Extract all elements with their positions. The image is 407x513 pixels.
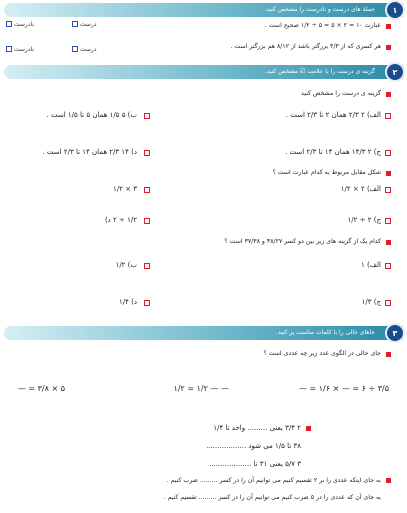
s1-q2-false-label: نادرست [14,46,34,53]
s2-q1-c-text: ج) ۲ ۱۴/۳ همان ۱۴ تا ۲/۳ است . [285,148,381,156]
s1-q1-true-label: درست [80,21,97,28]
s2-q1-a-checkbox[interactable] [385,113,391,119]
section-1-title: جملهٔ های درست و نادرست را مشخص کنید. [264,6,375,13]
s2-q2-a-checkbox[interactable] [385,187,391,193]
s1-q1-false-checkbox[interactable] [6,21,12,27]
bullet-icon [386,352,391,357]
bullet-icon [386,92,391,97]
s3-line-1: ۲ ۳/۴ یعنی ......... واحد تا ۱/۴ [213,424,301,432]
s2-q2-a-text: الف) ۲ × ۱/۲ [340,185,381,193]
s2-q1-b-checkbox[interactable] [144,113,150,119]
bullet-icon [386,45,391,50]
s2-q3-c-checkbox[interactable] [385,300,391,306]
section-2-badge: ۲ [385,62,405,82]
s1-q1-false-label: نادرست [14,21,34,28]
s3-sentence-1: به جای اینکه عددی را بر ۲ تقسیم کنیم می توانیم آن را در کسر ......... ضرب کنیم . [166,477,381,484]
bullet-icon [306,426,311,431]
s2-q2-title: شکل مقابل مربوط به کدام عبارت است ؟ [272,169,381,176]
s2-q3-b-checkbox[interactable] [144,263,150,269]
s2-q1-d-checkbox[interactable] [144,150,150,156]
s1-q1-text: عبارت ۱۰ = ۲ × ۵ = ۵ ÷ ۱/۲ صحیح است . [264,22,381,29]
section-1-header [4,3,403,17]
s2-q3-d-checkbox[interactable] [144,300,150,306]
s2-q1-a-text: الف) ۲ ۲/۳ همان ۲ تا ۲/۳ است . [285,111,381,119]
bullet-icon [386,240,391,245]
s1-q2-text: هر کسری که از ۴/۳ بزرگتر باشد از ۸/۱۲ هم بزرگتر است . [230,43,381,50]
section-2-title: گزینه ی درست را با علامت ☑ مشخص کنید. [264,68,375,75]
bullet-icon [386,478,391,483]
s2-q3-title: کدام یک از گزینه های زیر بین دو کسر ۳۸/۲۷ و ۳۷/۳۸ است ؟ [224,238,381,245]
s3-equation-3: ۵ × ۳/۸ = — [17,384,65,393]
s2-q3-b-text: ب) ۱/۲ [115,261,137,269]
bullet-icon [386,171,391,176]
s2-q2-d-text: ۱/۲ ÷ ۲ د) [104,216,137,224]
s2-q3-d-text: د) ۱/۴ [119,298,137,306]
s1-q2-true-label: درست [80,46,97,53]
section-3-title: جاهای خالی را با کلمات مناسب پر کنید. [275,329,375,336]
s2-q2-b-checkbox[interactable] [144,187,150,193]
s3-equation-2: — — ۱/۲ = ۱/۲ [173,384,229,393]
s2-q3-a-text: الف) ۱ [360,261,381,269]
s2-q1-title: گزینه ی درست را مشخص کنید [301,90,381,97]
s2-q2-c-checkbox[interactable] [385,218,391,224]
s1-q2-true-checkbox[interactable] [72,46,78,52]
s2-q1-b-text: ب) ۵ ۱/۵ همان ۵ تا ۱/۵ است . [46,111,137,119]
s3-q1-title: جای خالی در الگوی عدد زیر چه عددی است ؟ [263,350,381,357]
s2-q2-d-checkbox[interactable] [144,218,150,224]
s2-q1-c-checkbox[interactable] [385,150,391,156]
s2-q3-c-text: ج) ۱/۳ [361,298,381,306]
s3-line-3: ۳ ۵/۷ یعنی ۳۱ تا ................... [209,460,301,468]
s2-q3-a-checkbox[interactable] [385,263,391,269]
s3-sentence-2: به جای آن که عددی را در ۵ ضرب کنیم می توانیم آن را در کسر ......... تقسیم کنیم . [163,494,381,501]
s1-q2-false-checkbox[interactable] [6,46,12,52]
s2-q1-d-text: د) ۱۴ ۲/۳ همان ۱۴ تا ۲/۳ است . [42,148,137,156]
s2-q2-b-text: ۳ × ۱/۲ [113,185,137,193]
section-2-header [4,65,403,79]
s1-q1-true-checkbox[interactable] [72,21,78,27]
section-3-header [4,326,403,340]
section-3-badge: ۳ [385,323,405,343]
s2-q2-c-text: ج) ۲ ÷ ۱/۲ [347,216,381,224]
bullet-icon [386,24,391,29]
s3-line-2: ۳۸ تا ۱/۵ می شود .................. [206,442,301,450]
s3-equation-1: ۳/۵ ÷ ۶ = — × ۱/۶ = — [298,384,389,393]
section-1-badge: ۱ [385,0,405,20]
